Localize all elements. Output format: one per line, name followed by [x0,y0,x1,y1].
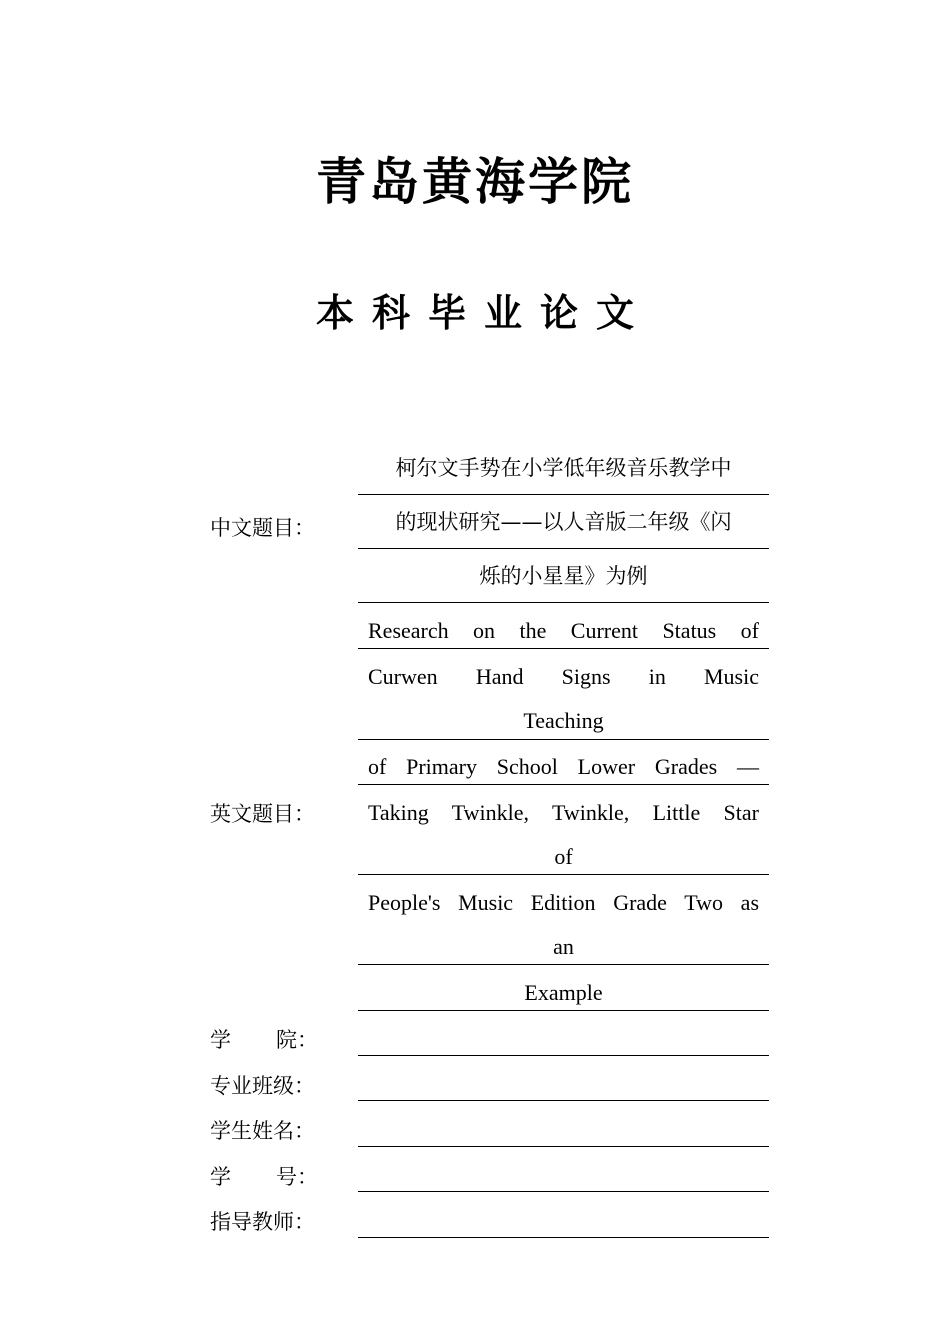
college-label-b: 院： [276,1028,318,1052]
en-title-line-2a: Curwen Hand Signs in Music [368,664,759,689]
advisor-field[interactable] [358,1193,769,1238]
major-class-field[interactable] [358,1056,769,1101]
en-title-line-5b: an [553,934,574,959]
en-title-line-2 [358,655,769,740]
college-label [210,1024,318,1054]
en-title-line-4b: of [554,844,573,869]
advisor-label: 指导教师： [210,1210,315,1234]
en-title-label: 英文题目： [210,802,315,826]
cn-title-line-2: 的现状研究——以人音版二年级《闪 [358,495,769,549]
school-name: 青岛黄海学院 [316,152,634,211]
en-title-line-4a: Taking Twinkle, Twinkle, Little Star [368,800,759,825]
student-id-label-b: 号： [276,1165,318,1189]
college-label-a: 学 [210,1028,231,1052]
cn-title-line-3: 烁的小星星》为例 [358,549,769,603]
student-id-label [210,1161,318,1191]
college-field[interactable] [358,1011,769,1056]
thesis-type-title: 本科毕业论文 [315,291,652,335]
cn-title-line-1: 柯尔文手势在小学低年级音乐教学中 [358,441,769,495]
en-title-line-5 [358,881,769,965]
en-title-line-3: of Primary School Lower Grades — [358,746,769,785]
en-title-line-6: Example [358,971,769,1011]
major-class-label: 专业班级： [210,1074,315,1098]
student-name-label: 学生姓名： [210,1119,315,1143]
student-id-label-a: 学 [210,1165,231,1189]
student-id-field[interactable] [358,1147,769,1192]
en-title-line-4 [358,791,769,875]
en-title-line-5a: People's Music Edition Grade Two as [368,890,759,915]
en-title-line-2b: Teaching [523,708,604,733]
cn-title-label: 中文题目： [210,516,315,540]
en-title-line-1: Research on the Current Status of [358,608,769,649]
student-name-field[interactable] [358,1102,769,1147]
